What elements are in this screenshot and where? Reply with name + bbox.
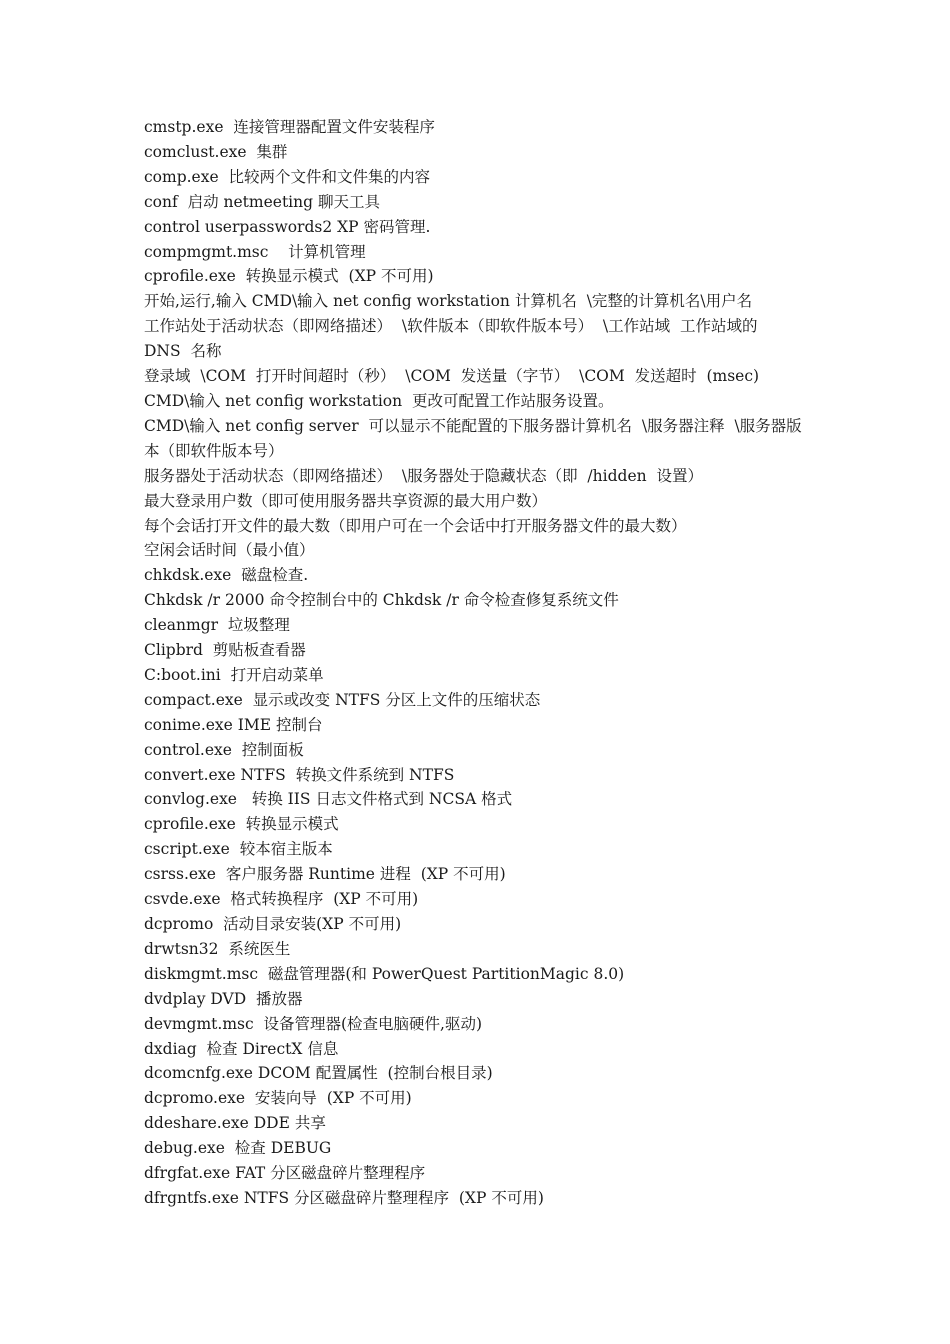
text-line: 登录域 \COM 打开时间超时（秒） \COM 发送量（字节） \COM 发送超时 (msec) [144, 367, 760, 386]
text-line: drwtsn32 系统医生 [144, 939, 291, 958]
text-line: cprofile.exe 转换显示模式 (XP 不可用) [144, 267, 434, 286]
text-line: dvdplay DVD 播放器 [144, 989, 303, 1008]
text-line: dxdiag 检查 DirectX 信息 [144, 1039, 339, 1058]
text-line: debug.exe 检查 DEBUG [144, 1139, 332, 1158]
text-line: cscript.exe 较本宿主版本 [144, 840, 333, 859]
text-line: csrss.exe 客户服务器 Runtime 进程 (XP 不可用) [144, 865, 506, 884]
text-line: compact.exe 显示或改变 NTFS 分区上文件的压缩状态 [144, 690, 541, 709]
text-line: control userpasswords2 XP 密码管理. [144, 217, 431, 236]
text-line: 空闲会话时间（最小值） [144, 541, 315, 560]
text-line: control.exe 控制面板 [144, 740, 304, 759]
text-line: dcomcnfg.exe DCOM 配置属性 (控制台根目录) [144, 1064, 493, 1083]
text-line: convlog.exe 转换 IIS 日志文件格式到 NCSA 格式 [144, 790, 513, 809]
text-line: Clipbrd 剪贴板查看器 [144, 641, 306, 660]
text-line: C:boot.ini 打开启动菜单 [144, 665, 324, 684]
text-line: cprofile.exe 转换显示模式 [144, 815, 339, 834]
text-line: conf 启动 netmeeting 聊天工具 [144, 192, 380, 211]
text-line: diskmgmt.msc 磁盘管理器(和 PowerQuest PartitionMagic 8.0) [144, 964, 625, 983]
text-line: CMD\输入 net config server 可以显示不能配置的下服务器计算机名 \服务器注释 \服务器版 [144, 416, 802, 435]
text-line: CMD\输入 net config workstation 更改可配置工作站服务设置。 [144, 391, 614, 410]
text-line: devmgmt.msc 设备管理器(检查电脑硬件,驱动) [144, 1014, 483, 1033]
text-line: dcpromo 活动目录安装(XP 不可用) [144, 915, 402, 933]
text-line: cmstp.exe 连接管理器配置文件安装程序 [144, 118, 435, 136]
text-line: 工作站处于活动状态（即网络描述） \软件版本（即软件版本号） \工作站域 工作站域的 [144, 317, 758, 336]
text-line: Chkdsk /r 2000 命令控制台中的 Chkdsk /r 命令检查修复系统文件 [144, 591, 619, 610]
text-line: DNS 名称 [144, 342, 222, 361]
text-line: convert.exe NTFS 转换文件系统到 NTFS [144, 765, 455, 784]
text-line: ddeshare.exe DDE 共享 [144, 1114, 326, 1133]
text-line: comclust.exe 集群 [144, 142, 288, 161]
text-line: 最大登录用户数（即可使用服务器共享资源的最大用户数） [144, 491, 548, 510]
text-line: 本（即软件版本号） [144, 441, 284, 460]
text-line: csvde.exe 格式转换程序 (XP 不可用) [144, 890, 419, 909]
text-line: dfrgfat.exe FAT 分区磁盘碎片整理程序 [144, 1164, 426, 1183]
text-line: dfrgntfs.exe NTFS 分区磁盘碎片整理程序 (XP 不可用) [144, 1188, 544, 1207]
text-line: cleanmgr 垃圾整理 [144, 616, 290, 635]
text-line: 开始,运行,输入 CMD\输入 net config workstation 计算机名 \完整的计算机名\用户名 [144, 292, 753, 311]
text-line: chkdsk.exe 磁盘检查. [144, 566, 309, 585]
text-line: comp.exe 比较两个文件和文件集的内容 [144, 167, 431, 186]
text-line: dcpromo.exe 安装向导 (XP 不可用) [144, 1089, 412, 1108]
document-body [144, 115, 816, 1211]
text-line: compmgmt.msc 计算机管理 [144, 242, 366, 261]
text-line: 服务器处于活动状态（即网络描述） \服务器处于隐藏状态（即 /hidden 设置） [144, 466, 703, 485]
text-line: conime.exe IME 控制台 [144, 715, 323, 734]
text-line: 每个会话打开文件的最大数（即用户可在一个会话中打开服务器文件的最大数） [144, 516, 687, 535]
